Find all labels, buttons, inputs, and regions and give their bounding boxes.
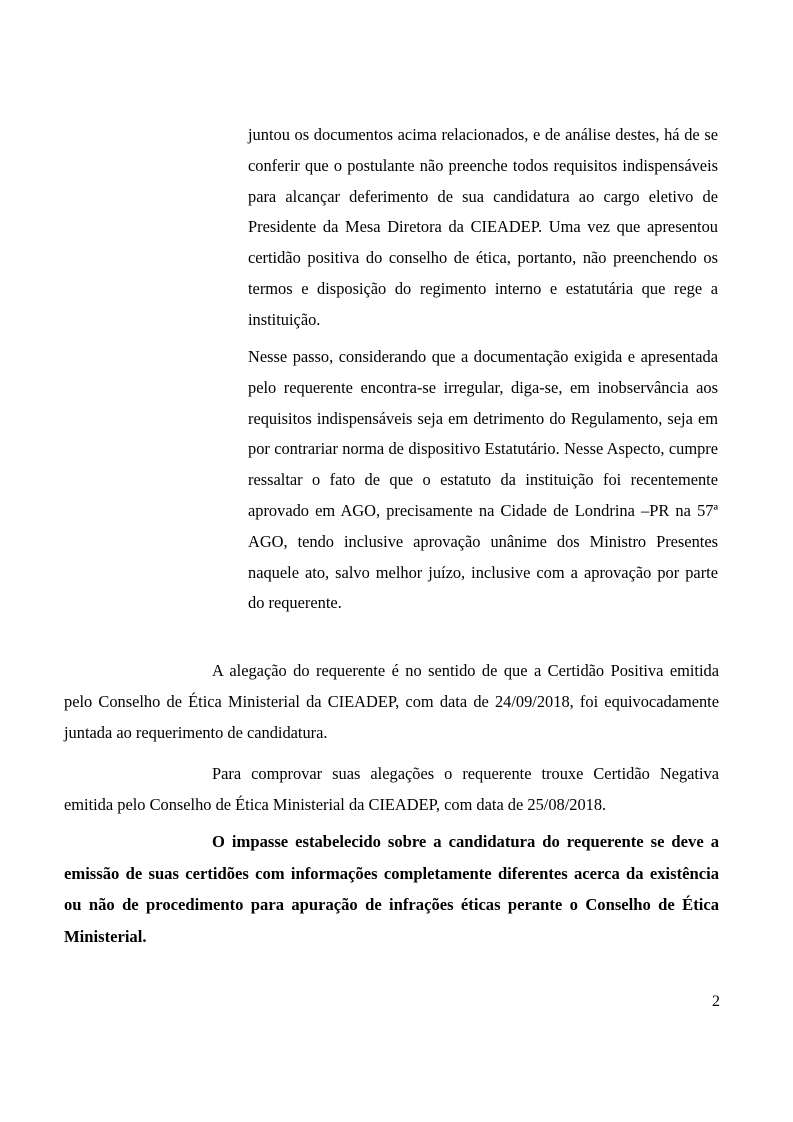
body-paragraph-positive-certificate-claim: A alegação do requerente é no sentido de que a Certidão Positiva emitida pelo Conselho de Ética Ministerial da CIEADEP, com data de 24/09/2018, foi equivocadamente juntada ao requerimento de candidatura. [64, 661, 719, 742]
body-paragraph-impasse-bold: O impasse estabelecido sobre a candidatura do requerente se deve a emissão de suas certidões com informações completamente diferentes acerca da existência ou não de procedimento para apuração de infrações éticas perante o Conselho de Ética Ministerial. [64, 832, 719, 946]
body-paragraph-negative-certificate-evidence: Para comprovar suas alegações o requerente trouxe Certidão Negativa emitida pelo Conselho de Ética Ministerial da CIEADEP, com data de 25/08/2018. [64, 764, 719, 814]
page-number: 2 [712, 993, 720, 1010]
quote-paragraph-documents-analysis: juntou os documentos acima relacionados, e de análise destes, há de se conferir que o postulante não preenche todos requisitos indispensáveis para alcançar deferimento de sua candidatura ao cargo eletivo de Presidente da Mesa Diretora da CIEADEP. Uma vez que apresentou certidão positiva do conselho de ética, portanto, não preenchendo os termos e disposição do regimento interno e estatutária que rege a instituição. [248, 125, 718, 329]
quote-paragraph-irregular-documentation: Nesse passo, considerando que a documentação exigida e apresentada pelo requerente encontra-se irregular, diga-se, em inobservância aos requisitos indispensáveis seja em detrimento do Regulamento, seja em por contrariar norma de dispositivo Estatutário. Nesse Aspecto, cumpre ressaltar o fato de que o estatuto da instituição foi recentemente aprovado em AGO, precisamente na Cidade de Londrina –PR na 57ª AGO, tendo inclusive aprovação unânime dos Ministro Presentes naquele ato, salvo melhor juízo, inclusive com a aprovação por parte do requerente. [248, 347, 718, 613]
